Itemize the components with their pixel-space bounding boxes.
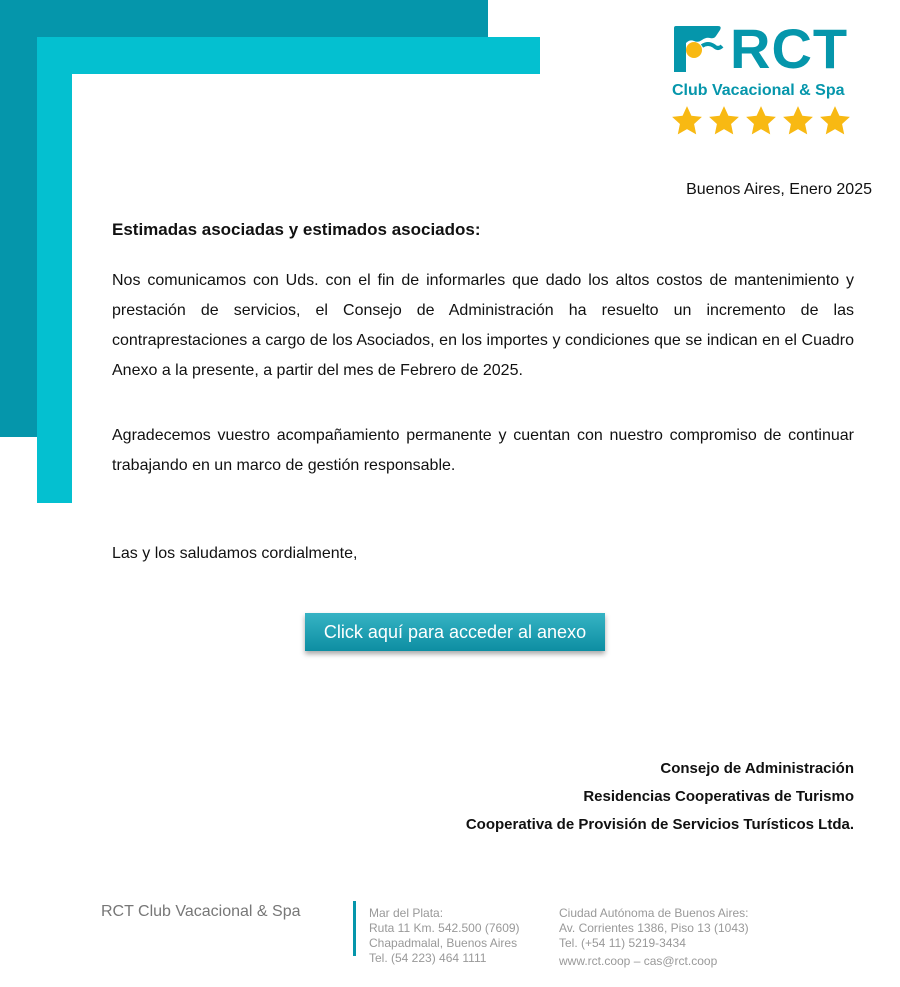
rct-logo [670, 17, 860, 140]
star-icon [818, 104, 852, 138]
paragraph-1: Nos comunicamos con Uds. con el fin de informarles que dado los altos costos de mantenimiento y prestación de servicios, el Consejo de Administración ha resuelto un incremento de las contraprestaciones a cargo de los Asociados, en los importes y condiciones que se indican en el Cuadro Anexo a la presente, a partir del mes de Febrero de 2025. [112, 272, 854, 379]
star-icon [707, 104, 741, 138]
paragraph-2: Agradecemos vuestro acompañamiento permanente y cuentan con nuestro compromiso de continuar trabajando en un marco de gestión responsable. [112, 427, 854, 474]
footer-caba-address [559, 906, 749, 969]
salutation: Estimadas asociadas y estimados asociados: [112, 220, 481, 239]
footer-mdp-address [369, 906, 520, 966]
signature-block [466, 755, 854, 839]
content-panel [72, 74, 900, 987]
signature-line-3: Cooperativa de Provisión de Servicios Turísticos Ltda. [465, 816, 854, 833]
footer-caba-line-1: Av. Corrientes 1386, Piso 13 (1043) [559, 921, 749, 935]
footer-caba-title: Ciudad Autónoma de Buenos Aires: [559, 906, 749, 920]
logo-subtitle: Club Vacacional & Spa [672, 82, 845, 99]
footer-mdp-line-2: Chapadmalal, Buenos Aires [369, 936, 518, 950]
signature-line-1: Consejo de Administración [660, 760, 854, 777]
footer-mdp-phone: Tel. (54 223) 464 1111 [369, 951, 487, 965]
signature-line-2: Residencias Cooperativas de Turismo [583, 788, 854, 805]
annex-button[interactable]: Click aquí para acceder al anexo [305, 613, 605, 651]
closing-line: Las y los saludamos cordialmente, [112, 545, 358, 562]
footer-mdp-line-1: Ruta 11 Km. 542.500 (7609) [369, 921, 520, 935]
star-rating [670, 104, 852, 138]
logo-wordmark: RCT [730, 17, 849, 80]
footer-mdp-title: Mar del Plata: [369, 906, 444, 920]
star-icon [781, 104, 815, 138]
footer-web-email[interactable]: www.rct.coop – cas@rct.coop [559, 954, 718, 968]
footer-brand: RCT Club Vacacional & Spa [101, 903, 301, 920]
footer-divider [353, 901, 356, 956]
star-icon [744, 104, 778, 138]
star-icon [670, 104, 704, 138]
footer-caba-phone: Tel. (+54 11) 5219-3434 [559, 936, 686, 950]
letter-date: Buenos Aires, Enero 2025 [686, 181, 872, 198]
logo-mark-icon [672, 24, 724, 74]
decor-mask [488, 0, 540, 37]
